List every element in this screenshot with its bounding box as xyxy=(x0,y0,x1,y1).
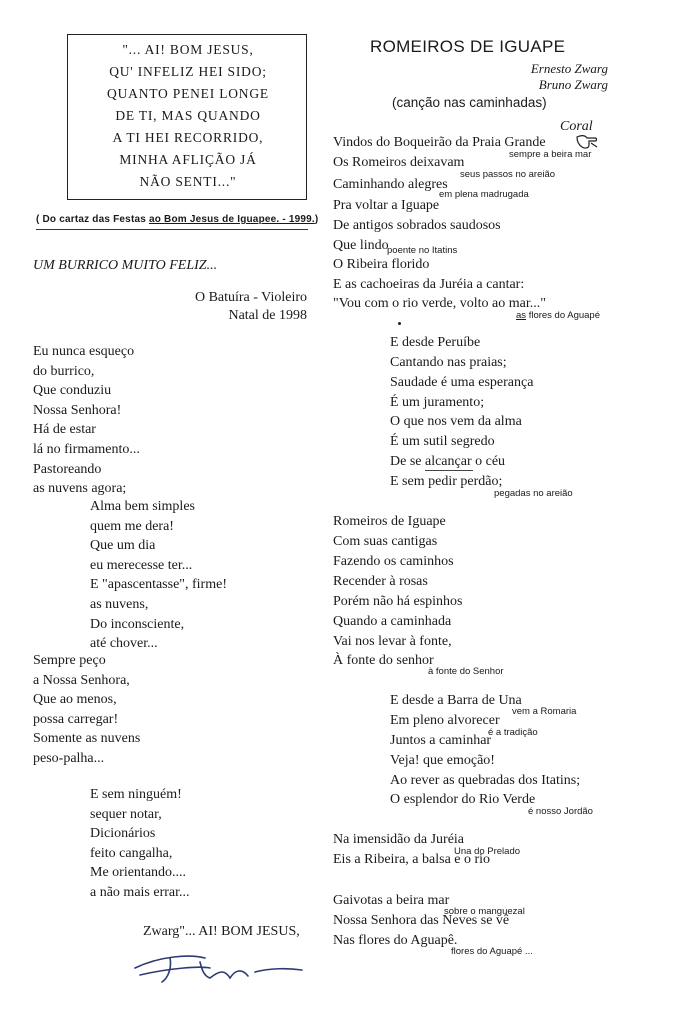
poem-stanza-3 xyxy=(33,651,140,769)
song-line: Juntos a caminhar xyxy=(390,733,492,748)
song-line: É um juramento; xyxy=(390,395,485,410)
poem-line: peso-palha... xyxy=(33,750,105,766)
poem-line: do burrico, xyxy=(33,363,95,379)
poem-line: as nuvens agora; xyxy=(33,481,127,497)
poem-line: Eu nunca esqueço xyxy=(33,344,135,359)
poem-line: Que um dia xyxy=(90,538,156,554)
song-line: Os Romeiros deixavam xyxy=(333,155,465,170)
song-line: O que nos vem da alma xyxy=(390,414,522,429)
song-line: Cantando nas praias; xyxy=(390,355,507,370)
song-note: Una do Prelado xyxy=(454,846,521,857)
poem-stanza-4 xyxy=(90,785,190,903)
song-note: seus passos no areião xyxy=(460,169,556,180)
poem-line: a Nossa Senhora, xyxy=(33,672,130,688)
song-line: Pra voltar a Iguape xyxy=(333,198,440,213)
song-title: ROMEIROS DE IGUAPE xyxy=(370,37,566,56)
song-line: Nossa Senhora das Neves se vê xyxy=(333,913,510,928)
poem-line: Dicionários xyxy=(90,826,156,842)
poster-caption xyxy=(36,214,318,225)
quote-line: QU' INFELIZ HEI SIDO; xyxy=(109,64,267,79)
song-line: E desde a Barra de Una xyxy=(390,693,522,708)
quote-box xyxy=(67,34,307,200)
poem-line: Somente as nuvens xyxy=(33,731,141,747)
signature-image xyxy=(130,948,310,988)
poem-line: Que ao menos, xyxy=(33,692,117,708)
caption-suffix: ) xyxy=(314,214,319,225)
poem-line: eu merecesse ter... xyxy=(90,557,193,573)
poem-date: Natal de 1998 xyxy=(228,308,307,323)
poem-author: O Batuíra - Violeiro xyxy=(194,290,307,305)
song-line: Caminhando alegres xyxy=(333,177,448,192)
song-line: Recender à rosas xyxy=(333,574,428,589)
song-note: poente no Itatins xyxy=(387,245,458,256)
song-line: Porém não há espinhos xyxy=(333,594,463,609)
poem-line: possa carregar! xyxy=(33,711,119,727)
song-line: E desde Peruíbe xyxy=(390,335,481,350)
song-line: Que lindo xyxy=(333,238,389,253)
poem-stanza-1 xyxy=(33,342,140,499)
song-line: Com suas cantigas xyxy=(333,534,438,549)
song-line: E as cachoeiras da Juréia a cantar: xyxy=(333,277,525,292)
caption-rule xyxy=(36,229,308,230)
quote-line: DE TI, MAS QUANDO xyxy=(115,108,261,123)
song-line: Na imensidão da Juréia xyxy=(333,832,465,847)
song-line: O esplendor do Rio Verde xyxy=(390,792,536,807)
song-line: O Ribeira florido xyxy=(333,257,430,272)
song-note: flores do Aguapé ... xyxy=(451,946,533,957)
caption-underlined: ao Bom Jesus de Iguapee. - 1999. xyxy=(148,214,315,225)
poem-line: Há de estar xyxy=(33,422,96,438)
poem-closing: Zwarg"... AI! BOM JESUS, xyxy=(143,924,300,939)
quote-line: MINHA AFLIÇÃO JÁ xyxy=(119,152,257,167)
song-line: Gaivotas a beira mar xyxy=(333,893,450,908)
quote-line: QUANTO PENEI LONGE xyxy=(107,86,269,101)
song-note: sempre a beira mar xyxy=(509,149,592,160)
song-line: Saudade é uma esperança xyxy=(390,375,534,390)
song-line: Quando a caminhada xyxy=(333,614,452,629)
song-line: De se alcançar o céu xyxy=(390,454,506,469)
song-line: Veja! que emoção! xyxy=(390,753,495,768)
song-line: É um sutil segredo xyxy=(390,434,495,449)
coral-label: Coral xyxy=(560,119,593,134)
song-author-2: Bruno Zwarg xyxy=(538,77,608,92)
song-line: Fazendo os caminhos xyxy=(333,554,454,569)
song-line: Vai nos levar à fonte, xyxy=(333,634,452,649)
poem-line: lá no firmamento... xyxy=(33,441,140,457)
song-line: Vindos do Boqueirão da Praia Grande xyxy=(333,135,546,150)
song-line: "Vou com o rio verde, volto ao mar..." xyxy=(333,296,546,311)
song-note: vem a Romaria xyxy=(512,706,577,717)
song-line: Nas flores do Aguapê. xyxy=(333,933,458,948)
poem-line: Sempre peço xyxy=(33,653,106,668)
poem-line: sequer notar, xyxy=(90,806,162,822)
song-line: De antigos sobrados saudosos xyxy=(333,218,501,233)
poem-line: Nossa Senhora! xyxy=(33,402,122,418)
song-note xyxy=(516,310,600,321)
note-rest: flores do Aguapé xyxy=(528,310,600,321)
song-line: Eis a Ribeira, a balsa e o rio xyxy=(333,852,491,867)
song-note: à fonte do Senhor xyxy=(428,666,504,677)
poem-stanza-2 xyxy=(90,497,227,654)
poem-title: UM BURRICO MUITO FELIZ... xyxy=(33,258,218,273)
poem-line: Me orientando.... xyxy=(90,865,187,881)
poem-line: Pastoreando xyxy=(33,461,102,477)
song-note: é a tradição xyxy=(488,727,538,738)
poem-line: Que conduziu xyxy=(33,383,112,399)
poem-line: a não mais errar... xyxy=(90,884,190,900)
song-line: Ao rever as quebradas dos Itatins; xyxy=(390,773,581,788)
quote-line: "... AI! BOM JESUS, xyxy=(122,42,254,57)
quote-line: A TI HEI RECORRIDO, xyxy=(112,130,264,145)
song-line: Em pleno alvorecer xyxy=(390,713,500,728)
song-note: é nosso Jordão xyxy=(528,806,593,817)
poem-line: Alma bem simples xyxy=(90,499,195,514)
ink-dot xyxy=(398,322,401,325)
underline-alcancar xyxy=(425,470,473,471)
poem-line: feito cangalha, xyxy=(90,845,173,861)
poem-line: Do inconsciente, xyxy=(90,616,185,632)
song-note: pegadas no areião xyxy=(494,488,573,499)
poem-line: E "apascentasse", firme! xyxy=(90,577,227,593)
poem-line: quem me dera! xyxy=(90,518,174,534)
song-note: sobre o manguezal xyxy=(444,906,525,917)
quote-line: NÃO SENTI..." xyxy=(139,174,237,189)
song-line: E sem pedir perdão; xyxy=(390,474,503,489)
note-as: as xyxy=(516,310,527,321)
song-line: Romeiros de Iguape xyxy=(333,514,446,529)
song-line: À fonte do senhor xyxy=(333,653,434,668)
poem-line: até chover... xyxy=(90,636,158,652)
caption-prefix: ( Do cartaz das Festas xyxy=(36,214,149,225)
poem-line: as nuvens, xyxy=(90,596,149,612)
song-subtitle: (canção nas caminhadas) xyxy=(392,95,547,110)
song-note: em plena madrugada xyxy=(439,189,529,200)
song-author-1: Ernesto Zwarg xyxy=(530,61,608,76)
poem-line: E sem ninguém! xyxy=(90,787,182,802)
